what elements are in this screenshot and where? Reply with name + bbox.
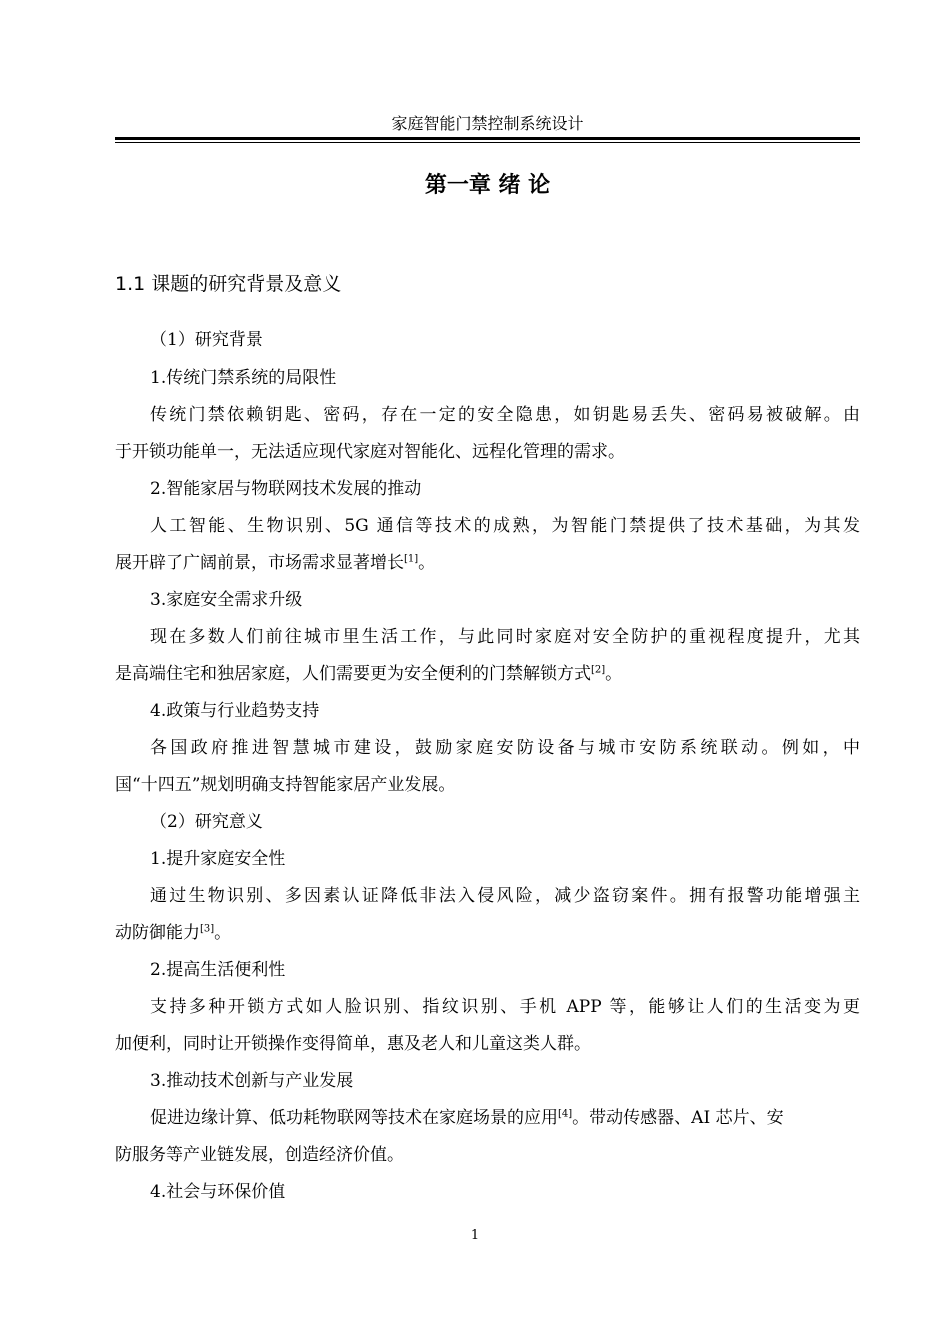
chapter-title: 第一章 绪 论 [424,173,551,198]
paragraph-line: 于开锁功能单一，无法适应现代家庭对智能化、远程化管理的需求。 [115,442,625,462]
paragraph-line: 展开辟了广阔前景，市场需求显著增长[1]。 [115,553,436,573]
paragraph-line: 现在多数人们前往城市里生活工作，与此同时家庭对安全防护的重视程度提升，尤其 [150,627,860,647]
paragraph-line: 人工智能、生物识别、5G 通信等技术的成熟，为智能门禁提供了技术基础，为其发 [150,516,860,536]
paragraph-line: 传统门禁依赖钥匙、密码，存在一定的安全隐患，如钥匙易丢失、密码易被破解。由 [150,405,860,425]
item-heading: 2.智能家居与物联网技术发展的推动 [150,479,422,499]
subheading-background: （1）研究背景 [150,330,263,350]
paragraph-line: 是高端住宅和独居家庭，人们需要更为安全便利的门禁解锁方式[2]。 [115,664,623,684]
header-rule-thin [115,142,860,143]
item-heading: 4.政策与行业趋势支持 [150,701,320,721]
item-heading: 3.推动技术创新与产业发展 [150,1071,354,1091]
subheading-significance: （2）研究意义 [150,812,263,832]
citation: [2] [591,664,606,676]
item-heading: 2.提高生活便利性 [150,960,286,980]
header-rule-thick [115,137,860,140]
paragraph-line: 通过生物识别、多因素认证降低非法入侵风险，减少盗窃案件。拥有报警功能增强主 [150,886,860,906]
paragraph-line: 防服务等产业链发展，创造经济价值。 [115,1145,404,1165]
citation: [1] [404,553,419,565]
page-number: 1 [470,1228,480,1243]
item-heading: 1.传统门禁系统的局限性 [150,368,337,388]
item-heading: 1.提升家庭安全性 [150,849,286,869]
item-heading: 3.家庭安全需求升级 [150,590,303,610]
paragraph-line: 支持多种开锁方式如人脸识别、指纹识别、手机 APP 等，能够让人们的生活变为更 [150,997,860,1017]
paragraph-line: 加便利，同时让开锁操作变得简单，惠及老人和儿童这类人群。 [115,1034,591,1054]
paragraph-line: 动防御能力[3]。 [115,923,232,943]
item-heading: 4.社会与环保价值 [150,1182,286,1202]
paragraph-line: 国“十四五”规划明确支持智能家居产业发展。 [115,775,456,795]
section-heading: 1.1 课题的研究背景及意义 [115,273,342,295]
paragraph-line: 各国政府推进智慧城市建设，鼓励家庭安防设备与城市安防系统联动。例如，中 [150,738,860,758]
citation: [4] [558,1108,573,1120]
running-header: 家庭智能门禁控制系统设计 [391,114,584,133]
citation: [3] [200,923,215,935]
paragraph-line: 促进边缘计算、低功耗物联网等技术在家庭场景的应用[4]。带动传感器、AI 芯片、安 [150,1108,784,1128]
